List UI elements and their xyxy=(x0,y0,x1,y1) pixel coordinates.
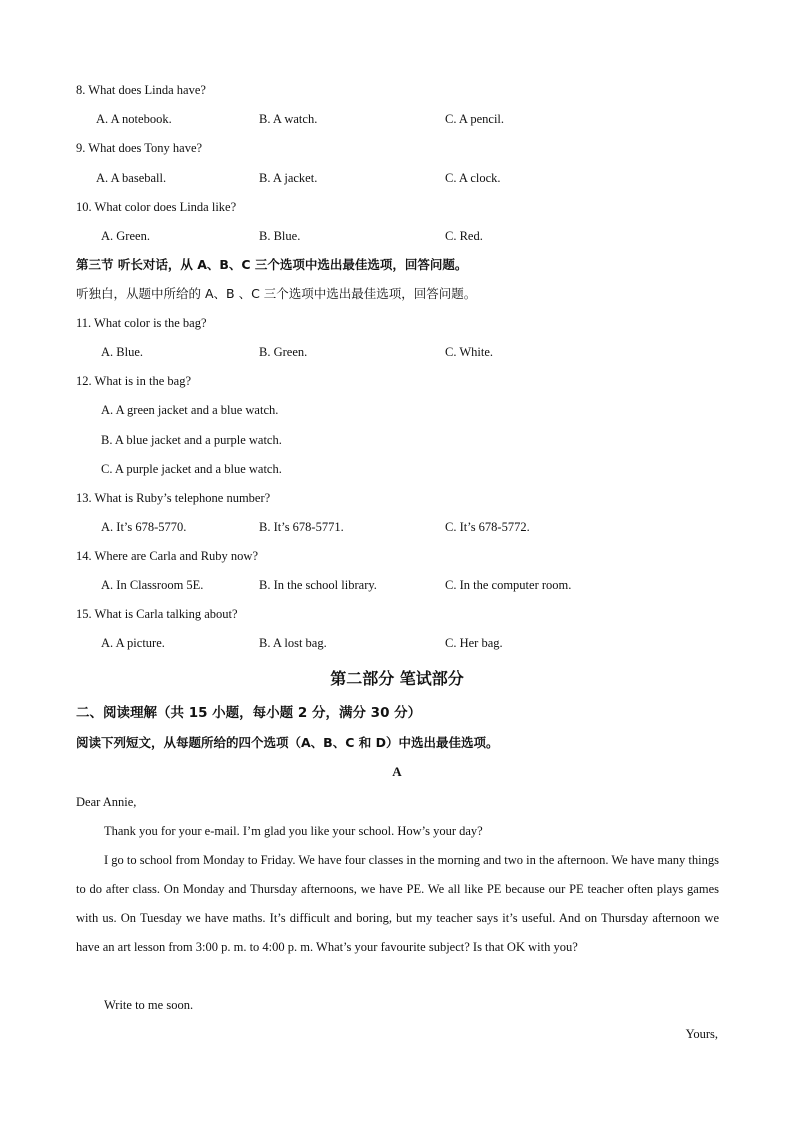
question-9: 9. What does Tony have? xyxy=(76,141,203,155)
q9-option-b: B. A jacket. xyxy=(259,171,318,185)
question-11: 11. What color is the bag? xyxy=(76,316,207,330)
question-8: 8. What does Linda have? xyxy=(76,83,206,97)
reading-instruction: 阅读下列短文，从每题所给的四个选项（A、B、C 和 D）中选出最佳选项。 xyxy=(76,735,499,750)
q12-option-c: C. A purple jacket and a blue watch. xyxy=(101,462,282,476)
q15-option-c: C. Her bag. xyxy=(445,636,503,650)
letter-paragraph-2: I go to school from Monday to Friday. We have four classes in the morning and two in the afternoon. We have many things to do after class. On Monday and Thursday afternoons, we have PE. We all like PE because our PE teacher often plays games with us. On Tuesday we have maths. It’s difficult and boring, but my teacher says it’s useful. And on Thursday afternoon we have an art lesson from 3:00 p. m. to 4:00 p. m. What’s your favourite subject? Is that OK with you? xyxy=(76,853,719,954)
q8-option-c: C. A pencil. xyxy=(445,112,505,126)
q15-option-b: B. A lost bag. xyxy=(259,636,327,650)
q9-option-c: C. A clock. xyxy=(445,171,501,185)
question-10: 10. What color does Linda like? xyxy=(76,200,237,214)
q14-option-c: C. In the computer room. xyxy=(445,578,572,592)
letter-salutation: Dear Annie, xyxy=(76,795,137,809)
q14-option-a: A. In Classroom 5E. xyxy=(101,578,204,592)
q15-option-a: A. A picture. xyxy=(101,636,165,650)
question-15: 15. What is Carla talking about? xyxy=(76,607,238,621)
section-3-title: 第三节 听长对话，从 A、B、C 三个选项中选出最佳选项，回答问题。 xyxy=(76,257,468,272)
q11-option-b: B. Green. xyxy=(259,345,308,359)
q12-option-a: A. A green jacket and a blue watch. xyxy=(101,403,279,417)
letter-paragraph-1: Thank you for your e-mail. I’m glad you like your school. How’s your day? xyxy=(104,824,483,838)
letter-paragraph-3: Write to me soon. xyxy=(104,998,194,1012)
question-13: 13. What is Ruby’s telephone number? xyxy=(76,491,271,505)
part-2-title: 第二部分 笔试部分 xyxy=(330,669,464,688)
letter-closing: Yours, xyxy=(685,1027,718,1041)
q8-option-a: A. A notebook. xyxy=(96,112,172,126)
reading-section-title: 二、阅读理解（共 15 小题，每小题 2 分，满分 30 分） xyxy=(76,705,422,721)
q10-option-b: B. Blue. xyxy=(259,229,301,243)
q13-option-c: C. It’s 678-5772. xyxy=(445,520,530,534)
q10-option-a: A. Green. xyxy=(101,229,150,243)
question-14: 14. Where are Carla and Ruby now? xyxy=(76,549,258,563)
passage-label: A xyxy=(392,764,402,779)
question-12: 12. What is in the bag? xyxy=(76,374,192,388)
q13-option-b: B. It’s 678-5771. xyxy=(259,520,344,534)
q8-option-b: B. A watch. xyxy=(259,112,318,126)
q13-option-a: A. It’s 678-5770. xyxy=(101,520,187,534)
q14-option-b: B. In the school library. xyxy=(259,578,377,592)
q11-option-a: A. Blue. xyxy=(101,345,144,359)
section-3-instruction: 听独白，从题中所给的 A、B 、C 三个选项中选出最佳选项，回答问题。 xyxy=(76,286,477,301)
q12-option-b: B. A blue jacket and a purple watch. xyxy=(101,433,282,447)
q9-option-a: A. A baseball. xyxy=(96,171,167,185)
q11-option-c: C. White. xyxy=(445,345,494,359)
q10-option-c: C. Red. xyxy=(445,229,483,243)
